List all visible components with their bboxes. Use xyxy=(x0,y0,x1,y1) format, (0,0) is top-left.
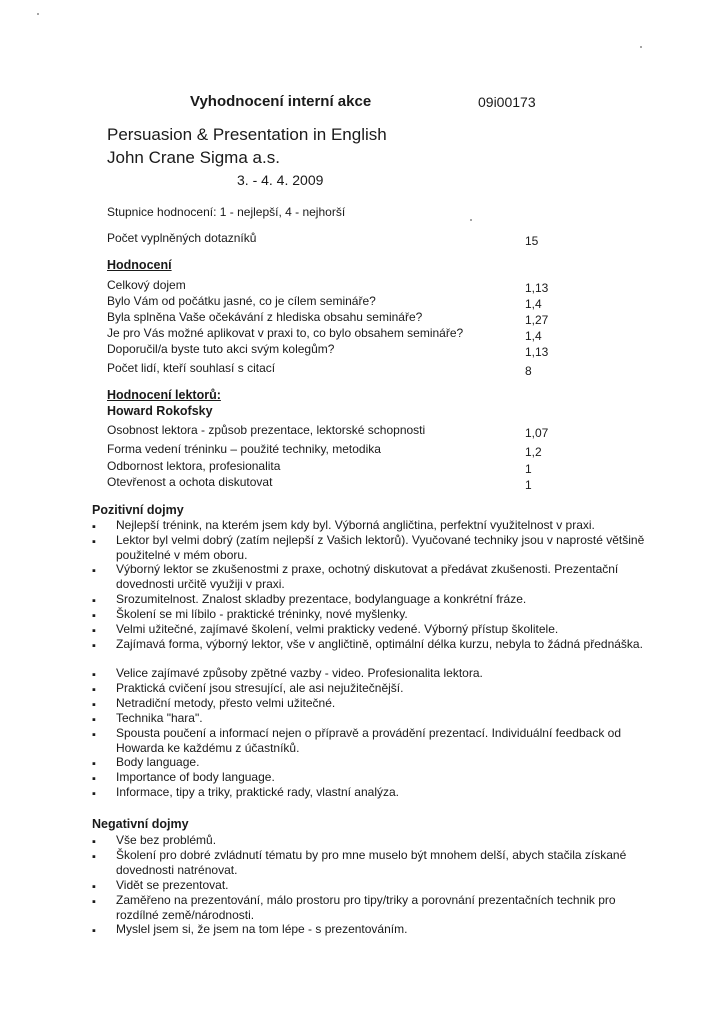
list-item: Technika "hara". xyxy=(116,711,203,725)
document-title: Vyhodnocení interní akce xyxy=(190,93,372,110)
lecturer-name: Howard Rokofsky xyxy=(107,404,213,418)
list-item: Netradiční metody, přesto velmi užitečné. xyxy=(116,696,336,710)
bullet: ▪ xyxy=(92,925,96,937)
list-item: Školení pro dobré zvládnutí tématu by pro mne muselo být mnohem delší, abych stačila získané dovednosti natrénovat. xyxy=(116,848,627,877)
lecturer-row-value: 1,07 xyxy=(525,426,549,440)
scan-speck xyxy=(37,13,39,15)
rating-row-value: 1,27 xyxy=(525,313,549,327)
bullet: ▪ xyxy=(92,595,96,607)
company-name: John Crane Sigma a.s. xyxy=(107,148,280,167)
bullet: ▪ xyxy=(92,610,96,622)
rating-row-value: 8 xyxy=(525,364,532,378)
event-code: 09i00173 xyxy=(478,94,536,110)
bullet: ▪ xyxy=(92,536,96,548)
rating-row-label: Celkový dojem xyxy=(107,278,186,292)
rating-row-label: Je pro Vás možné aplikovat v praxi to, co bylo obsahem semináře? xyxy=(107,326,464,340)
bullet: ▪ xyxy=(92,699,96,711)
rating-scale: Stupnice hodnocení: 1 - nejlepší, 4 - nejhorší xyxy=(107,205,346,219)
list-item: Vše bez problémů. xyxy=(116,833,217,847)
rating-row-value: 1,4 xyxy=(525,329,542,343)
list-item: Nejlepší trénink, na kterém jsem kdy byl. Výborná angličtina, perfektní využitelnost v praxi. xyxy=(116,518,595,532)
list-item: Body language. xyxy=(116,755,200,769)
course-name: Persuasion & Presentation in English xyxy=(107,125,387,144)
list-item: Vidět se prezentovat. xyxy=(116,878,229,892)
list-item: Velmi užitečné, zajímavé školení, velmi prakticky vedené. Výborný přístup školitele. xyxy=(116,622,559,636)
rating-row-value: 1,13 xyxy=(525,281,549,295)
list-item: Školení se mi líbilo - praktické tréninky, nové myšlenky. xyxy=(116,607,408,621)
bullet: ▪ xyxy=(92,729,96,741)
list-item: Importance of body language. xyxy=(116,770,275,784)
bullet: ▪ xyxy=(92,896,96,908)
list-item: Praktická cvičení jsou stresující, ale asi nejužitečnější. xyxy=(116,681,404,695)
scan-speck xyxy=(640,46,642,48)
event-dates: 3. - 4. 4. 2009 xyxy=(237,172,324,188)
list-item: Myslel jsem si, že jsem na tom lépe - s prezentováním. xyxy=(116,922,408,936)
list-item: Výborný lektor se zkušenostmi z praxe, ochotný diskutovat a předávat zkušenosti. Prezentační dovednosti určitě využiji v praxi. xyxy=(116,562,619,591)
rating-heading: Hodnocení xyxy=(107,258,172,272)
bullet: ▪ xyxy=(92,836,96,848)
lecturer-row-label: Odbornost lektora, profesionalita xyxy=(107,459,281,473)
rating-row-value: 1,4 xyxy=(525,297,542,311)
list-item: Lektor byl velmi dobrý (zatím nejlepší z Vašich lektorů). Vyučované techniky jsou v naprosté většině použitelné v mém oboru. xyxy=(116,533,645,562)
bullet: ▪ xyxy=(92,669,96,681)
list-item: Zaměřeno na prezentování, málo prostoru pro tipy/triky a porovnání prezentačních technik pro rozdílné země/národnosti. xyxy=(116,893,616,922)
rating-row-label: Doporučil/a byste tuto akci svým kolegům? xyxy=(107,342,335,356)
lecturer-row-label: Forma vedení tréninku – použité techniky, metodika xyxy=(107,442,381,456)
questionnaire-count-value: 15 xyxy=(525,234,539,248)
rating-row-label: Počet lidí, kteří souhlasí s citací xyxy=(107,361,276,375)
lecturer-row-label: Otevřenost a ochota diskutovat xyxy=(107,475,273,489)
rating-row-label: Bylo Vám od počátku jasné, co je cílem semináře? xyxy=(107,294,376,308)
rating-row-label: Byla splněna Vaše očekávání z hlediska obsahu semináře? xyxy=(107,310,423,324)
bullet: ▪ xyxy=(92,881,96,893)
list-item: Informace, tipy a triky, praktické rady, vlastní analýza. xyxy=(116,785,399,799)
bullet: ▪ xyxy=(92,773,96,785)
bullet: ▪ xyxy=(92,714,96,726)
bullet: ▪ xyxy=(92,521,96,533)
lecturer-row-value: 1,2 xyxy=(525,445,542,459)
negative-heading: Negativní dojmy xyxy=(92,817,189,831)
list-item: Spousta poučení a informací nejen o přípravě a provádění prezentací. Individuální feedback od Howarda ke každému z účastníků. xyxy=(116,726,621,755)
bullet: ▪ xyxy=(92,625,96,637)
lecturer-row-value: 1 xyxy=(525,478,532,492)
questionnaire-count-label: Počet vyplněných dotazníků xyxy=(107,231,257,245)
bullet: ▪ xyxy=(92,851,96,863)
list-item: Zajímavá forma, výborný lektor, vše v angličtině, optimální délka kurzu, nebyla to žádná přednáška. xyxy=(116,637,643,651)
rating-row-value: 1,13 xyxy=(525,345,549,359)
bullet: ▪ xyxy=(92,640,96,652)
bullet: ▪ xyxy=(92,788,96,800)
list-item: Srozumitelnost. Znalost skladby prezentace, bodylanguage a konkrétní fráze. xyxy=(116,592,527,606)
bullet: ▪ xyxy=(92,565,96,577)
lecturer-row-label: Osobnost lektora - způsob prezentace, lektorské schopnosti xyxy=(107,423,426,437)
bullet: ▪ xyxy=(92,684,96,696)
positive-heading: Pozitivní dojmy xyxy=(92,503,184,517)
lecturer-row-value: 1 xyxy=(525,462,532,476)
scan-speck xyxy=(470,219,472,221)
bullet: ▪ xyxy=(92,758,96,770)
lecturer-heading: Hodnocení lektorů: xyxy=(107,388,221,402)
list-item: Velice zajímavé způsoby zpětné vazby - video. Profesionalita lektora. xyxy=(116,666,483,680)
